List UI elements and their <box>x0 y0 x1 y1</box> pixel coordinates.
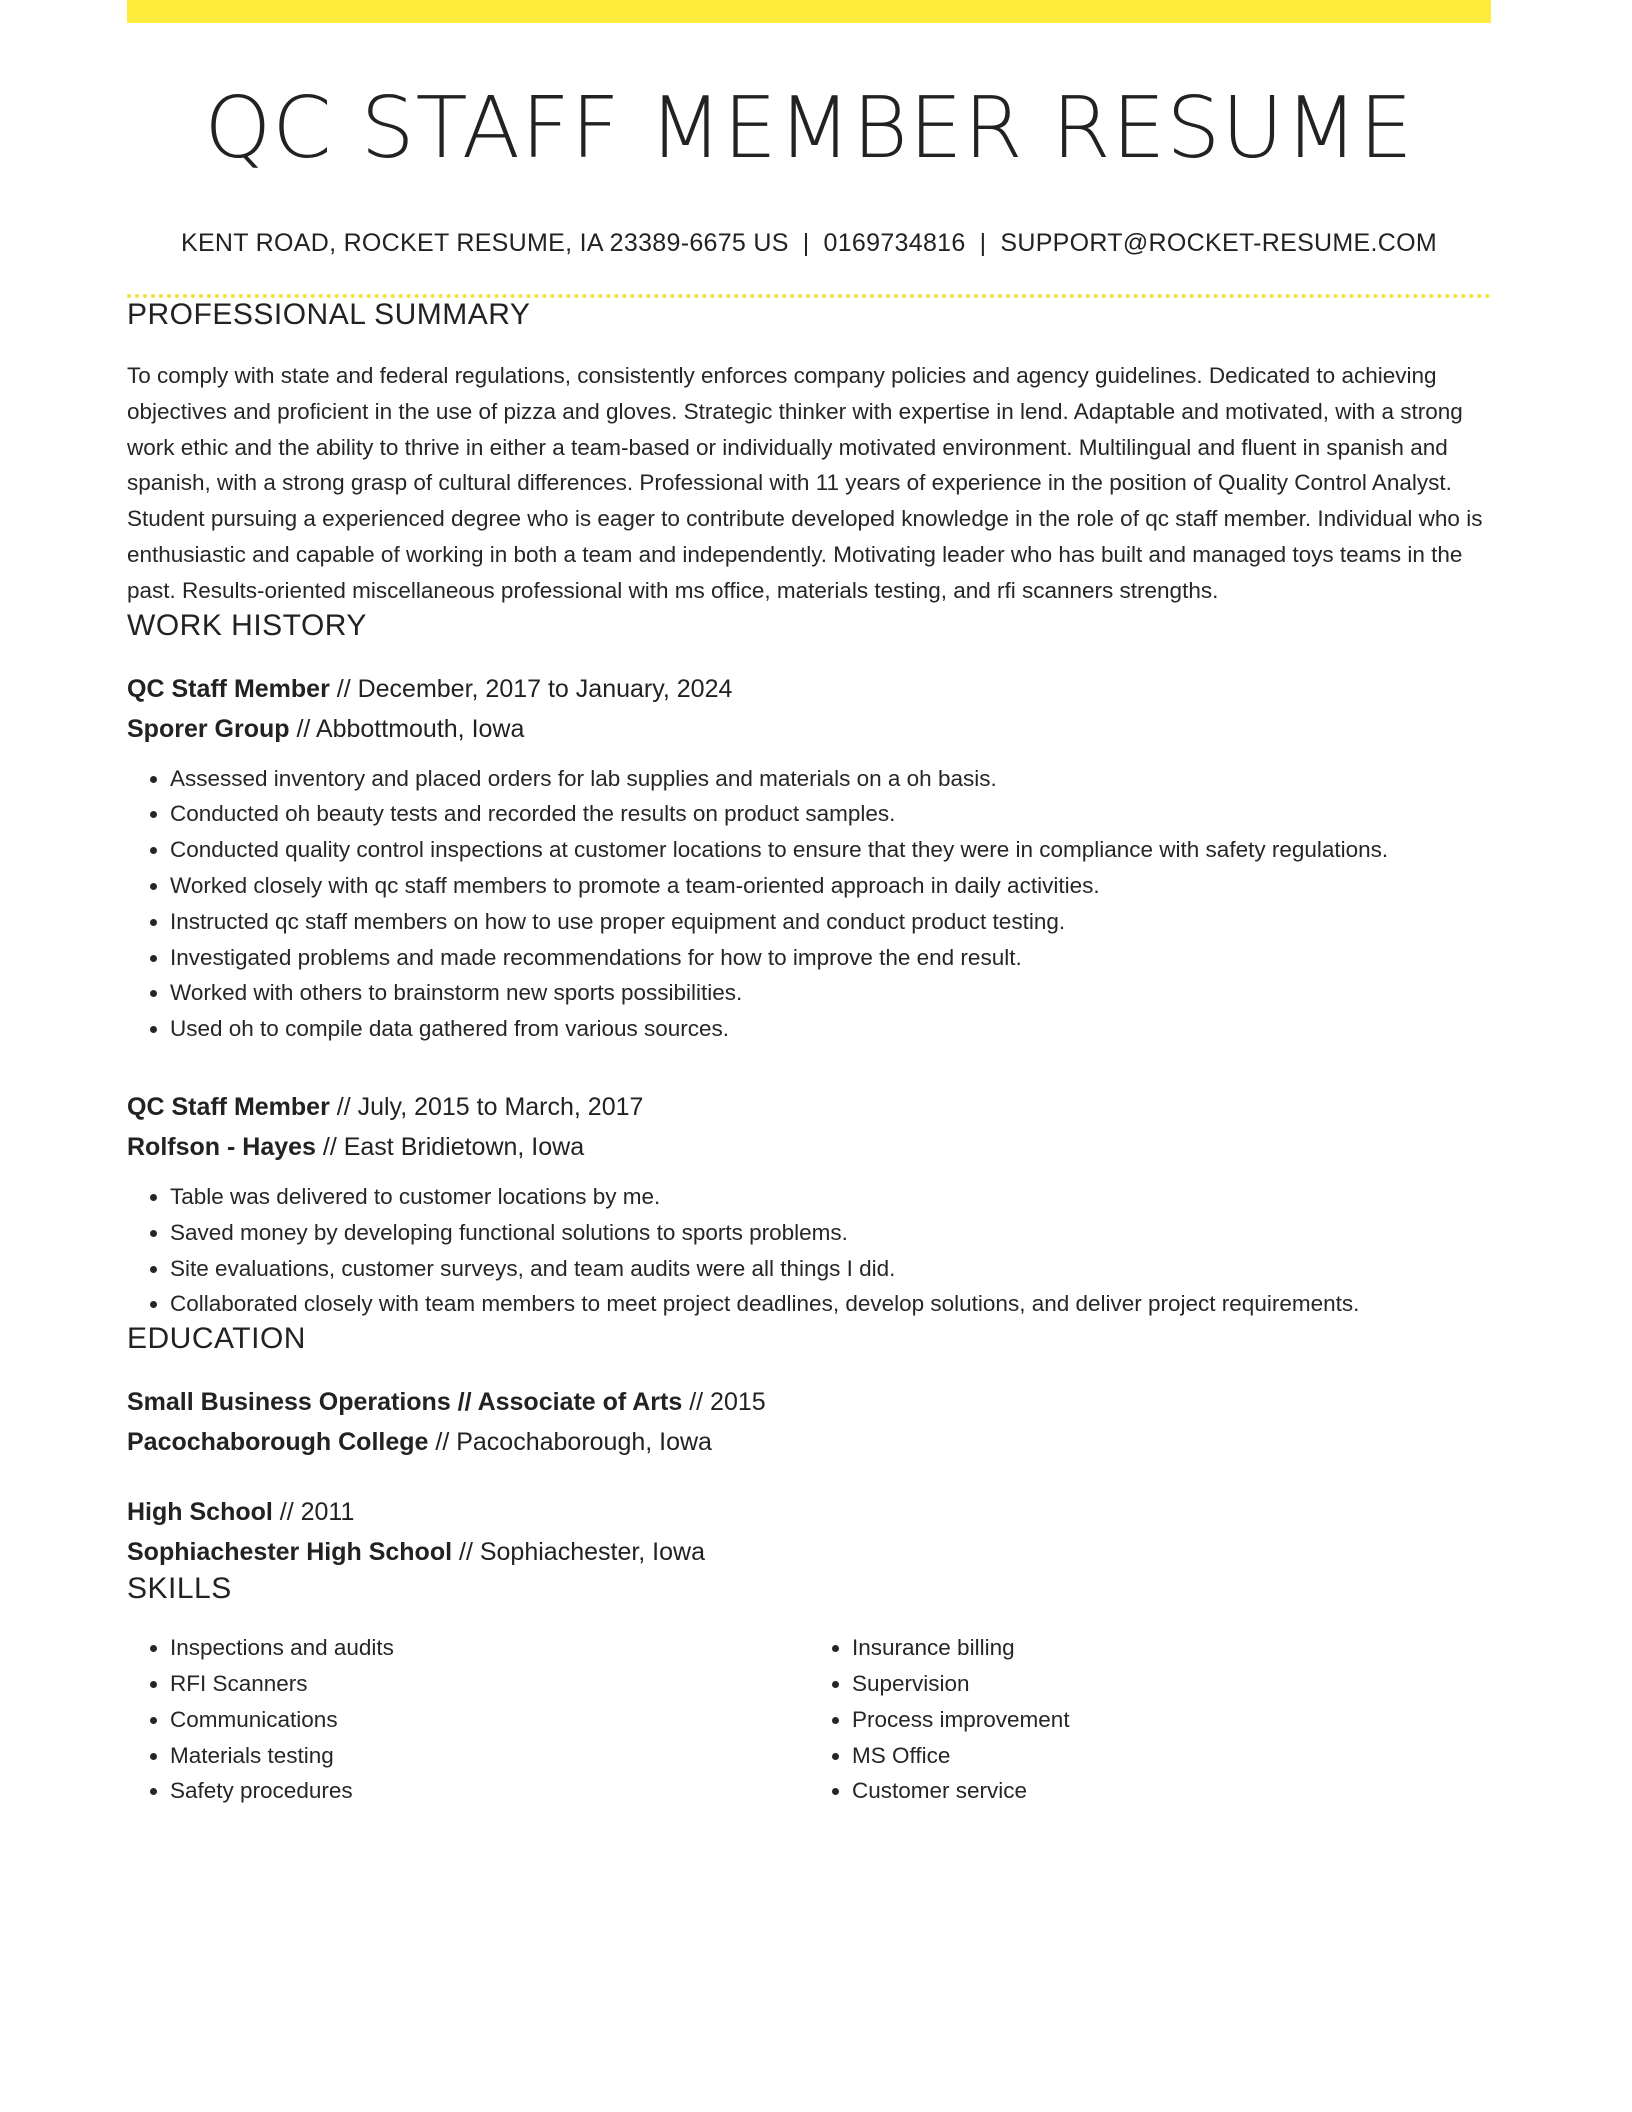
school-name: Pacochaborough College <box>127 1428 429 1457</box>
list-item: • Supervision <box>852 1666 1491 1702</box>
job-company: Sporer Group <box>127 714 290 743</box>
degree-line <box>127 1382 1491 1422</box>
list-item: • Communications <box>170 1702 809 1738</box>
job-title: QC Staff Member <box>127 674 330 703</box>
list-item: • Saved money by developing functional solutions to sports problems. <box>170 1215 1491 1251</box>
job-location: // Abbottmouth, Iowa <box>289 714 525 743</box>
list-item: • Investigated problems and made recommendations for how to improve the end result. <box>170 940 1491 976</box>
job-company-line <box>127 1127 1491 1167</box>
list-item: • Used oh to compile data gathered from various sources. <box>170 1011 1491 1047</box>
school-name: Sophiachester High School <box>127 1538 453 1567</box>
education-heading: EDUCATION <box>127 1322 306 1356</box>
summary-heading: PROFESSIONAL SUMMARY <box>127 298 531 331</box>
job-location: // East Bridietown, Iowa <box>315 1132 585 1161</box>
accent-bar <box>127 0 1491 23</box>
list-item: • Conducted quality control inspections at customer locations to ensure that they were in compliance with safety regulations. <box>170 832 1491 868</box>
job-dates: // July, 2015 to March, 2017 <box>329 1092 644 1121</box>
school-location: // Sophiachester, Iowa <box>452 1538 705 1567</box>
degree-line <box>127 1492 1491 1532</box>
page-title: QC STAFF MEMBER RESUME <box>204 79 1414 178</box>
contact-separator: | <box>802 229 810 257</box>
job-company: Rolfson - Hayes <box>127 1132 316 1161</box>
job-entry <box>127 1087 1491 1322</box>
list-item: • Safety procedures <box>170 1773 809 1809</box>
school-location: // Pacochaborough, Iowa <box>428 1428 712 1457</box>
school-line <box>127 1532 1491 1572</box>
school-line <box>127 1422 1491 1462</box>
work-history-heading: WORK HISTORY <box>127 608 367 642</box>
contact-address: KENT ROAD, ROCKET RESUME, IA 23389-6675 US <box>180 229 789 257</box>
list-item: • Materials testing <box>170 1738 809 1774</box>
list-item: • Site evaluations, customer surveys, and team audits were all things I did. <box>170 1251 1491 1287</box>
job-company-line <box>127 709 1491 749</box>
list-item: • Insurance billing <box>852 1630 1491 1666</box>
skills-columns <box>127 1630 1491 1809</box>
job-title-line <box>127 669 1491 709</box>
job-dates: // December, 2017 to January, 2024 <box>329 674 733 703</box>
list-item: • Collaborated closely with team members to meet project deadlines, develop solutions, and deliver project requirements. <box>170 1286 1491 1322</box>
contact-email: SUPPORT@ROCKET-RESUME.COM <box>1000 229 1437 257</box>
graduation-year: // 2011 <box>272 1498 355 1527</box>
education-entry <box>127 1382 1491 1462</box>
degree: High School <box>127 1498 273 1527</box>
degree: Small Business Operations // Associate of Arts <box>127 1388 683 1417</box>
summary-text: To comply with state and federal regulations, consistently enforces company policies and agency guidelines. Dedicated to achieving objectives and proficient in the use of pizza and gloves. Strategic thinker with expertise in lend. Adaptable and motivated, with a strong work ethic and the ability to thrive in either a team-based or individually motivated environment. Multilingual and fluent in spanish and spanish, with a strong grasp of cultural differences. Professional with 11 years of experience in the position of Quality Control Analyst. Student pursuing a experienced degree who is eager to contribute developed knowledge in the role of qc staff member. Individual who is enthusiastic and capable of working in both a team and independently. Motivating leader who has built and managed toys teams in the past. Results-oriented miscellaneous professional with ms office, materials testing, and rfi scanners strengths. <box>127 363 1483 603</box>
list-item: • RFI Scanners <box>170 1666 809 1702</box>
job-bullets <box>127 1179 1491 1322</box>
graduation-year: // 2015 <box>682 1388 766 1417</box>
list-item: • Assessed inventory and placed orders for lab supplies and materials on a oh basis. <box>170 761 1491 797</box>
contact-phone: 0169734816 <box>823 229 966 257</box>
list-item: • Worked with others to brainstorm new sports possibilities. <box>170 975 1491 1011</box>
list-item: • Worked closely with qc staff members to promote a team-oriented approach in daily activities. <box>170 868 1491 904</box>
job-title: QC Staff Member <box>127 1092 330 1121</box>
resume-page <box>127 0 1491 1809</box>
education-entry <box>127 1492 1491 1572</box>
list-item: • Customer service <box>852 1773 1491 1809</box>
contact-line <box>127 229 1491 258</box>
skills-heading: SKILLS <box>127 1572 232 1606</box>
job-title-line <box>127 1087 1491 1127</box>
list-item: • Conducted oh beauty tests and recorded the results on product samples. <box>170 796 1491 832</box>
job-entry <box>127 669 1491 1047</box>
list-item: • Instructed qc staff members on how to use proper equipment and conduct product testing. <box>170 904 1491 940</box>
skills-left-list <box>127 1630 809 1809</box>
list-item: • Process improvement <box>852 1702 1491 1738</box>
skills-right-list <box>809 1630 1491 1809</box>
list-item: • MS Office <box>852 1738 1491 1774</box>
job-bullets <box>127 761 1491 1047</box>
contact-separator: | <box>979 229 987 257</box>
list-item: • Inspections and audits <box>170 1630 809 1666</box>
list-item: • Table was delivered to customer locations by me. <box>170 1179 1491 1215</box>
